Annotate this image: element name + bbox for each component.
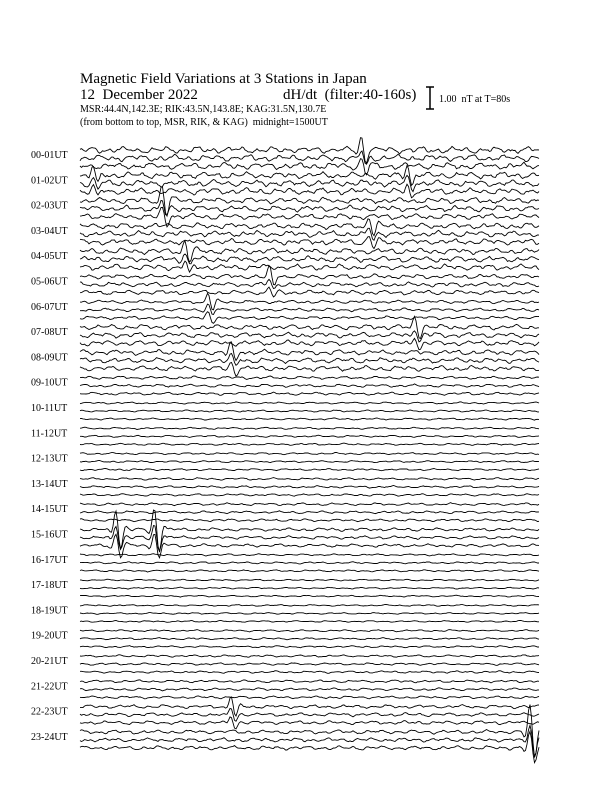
hour-label: 17-18UT: [31, 580, 68, 592]
trace-rik: [80, 708, 539, 721]
trace-rik: [80, 461, 539, 463]
trace-rik: [80, 435, 539, 437]
hour-label: 20-21UT: [31, 656, 68, 667]
trace-msr: [80, 671, 539, 674]
trace-rik: [80, 228, 539, 240]
trace-rik: [80, 279, 539, 288]
hour-label: 16-17UT: [31, 554, 68, 566]
trace-msr: [80, 418, 539, 420]
trace-kag: [80, 510, 539, 552]
trace-kag: [80, 478, 539, 481]
trace-kag: [80, 554, 539, 556]
trace-msr: [80, 717, 539, 729]
trace-msr: [80, 519, 539, 522]
trace-rik: [80, 562, 539, 564]
trace-kag: [80, 187, 539, 216]
trace-rik: [80, 331, 539, 342]
hour-label: 18-19UT: [31, 605, 68, 617]
trace-kag: [80, 630, 539, 632]
trace-kag: [80, 241, 539, 262]
trace-rik: [80, 200, 539, 215]
trace-msr: [80, 312, 539, 324]
trace-msr: [80, 261, 539, 272]
chart-date: 12 December 2022: [80, 87, 198, 103]
hour-label: 13-14UT: [31, 478, 68, 490]
trace-rik: [80, 613, 539, 615]
trace-rik: [80, 638, 539, 640]
hour-label: 22-23UT: [31, 706, 68, 718]
hour-label: 02-03UT: [31, 200, 68, 212]
trace-rik: [80, 151, 539, 164]
trace-msr: [80, 646, 539, 648]
trace-msr: [80, 469, 539, 471]
trace-msr: [80, 363, 539, 377]
trace-kag: [80, 605, 539, 607]
trace-kag: [80, 293, 539, 309]
trace-rik: [80, 354, 539, 366]
trace-kag: [80, 705, 539, 758]
trace-msr: [80, 731, 539, 762]
hour-label: 15-16UT: [31, 529, 68, 541]
trace-msr: [80, 620, 539, 622]
trace-rik: [80, 384, 539, 387]
trace-rik: [80, 526, 539, 552]
trace-msr: [80, 570, 539, 572]
hour-label: 07-08UT: [31, 327, 68, 339]
trace-kag: [80, 453, 539, 455]
hour-label: 06-07UT: [31, 301, 68, 313]
trace-msr: [80, 287, 539, 297]
hour-label: 00-01UT: [31, 150, 68, 161]
trace-kag: [80, 680, 539, 683]
hour-label: 10-11UT: [31, 403, 68, 414]
station-coordinates: MSR:44.4N,142.3E; RIK:43.5N,143.8E; KAG:31.5N,130.7E: [80, 104, 327, 115]
trace-msr: [80, 237, 539, 249]
trace-rik: [80, 511, 539, 514]
hour-label: 23-24UT: [31, 731, 68, 743]
trace-msr: [80, 595, 539, 597]
trace-rik: [80, 304, 539, 314]
trace-kag: [80, 503, 539, 506]
chart-quantity: dH/dt (filter:40-160s): [283, 87, 417, 103]
hour-label: 12-13UT: [31, 453, 68, 465]
trace-kag: [80, 579, 539, 581]
hour-label: 19-20UT: [31, 630, 68, 642]
trace-kag: [80, 655, 539, 658]
trace-msr: [80, 443, 539, 445]
trace-kag: [80, 427, 539, 429]
trace-rik: [80, 587, 539, 589]
hour-label: 04-05UT: [31, 251, 68, 263]
hour-label: 11-12UT: [31, 428, 68, 440]
trace-msr: [80, 696, 539, 699]
trace-msr: [80, 392, 539, 395]
hour-label: 14-15UT: [31, 504, 68, 516]
trace-rik: [80, 663, 539, 666]
trace-rik: [80, 725, 539, 756]
hour-label: 03-04UT: [31, 225, 68, 237]
scale-bar-label: 1.00 nT at T=80s: [439, 94, 511, 105]
trace-rik: [80, 486, 539, 489]
hour-label: 09-10UT: [31, 377, 68, 389]
hour-label: 08-09UT: [31, 352, 68, 364]
hour-label: 21-22UT: [31, 681, 68, 693]
trace-rik: [80, 254, 539, 264]
hour-label: 01-02UT: [31, 175, 68, 187]
trace-rik: [80, 410, 539, 412]
chart-title: Magnetic Field Variations at 3 Stations in Japan: [80, 71, 367, 87]
trace-msr: [80, 338, 539, 349]
station-order-note: (from bottom to top, MSR, RIK, & KAG) midnight=1500UT: [80, 117, 328, 128]
trace-kag: [80, 376, 539, 379]
hour-label: 05-06UT: [31, 276, 68, 288]
trace-kag: [80, 402, 539, 404]
trace-rik: [80, 688, 539, 691]
trace-msr: [80, 494, 539, 496]
